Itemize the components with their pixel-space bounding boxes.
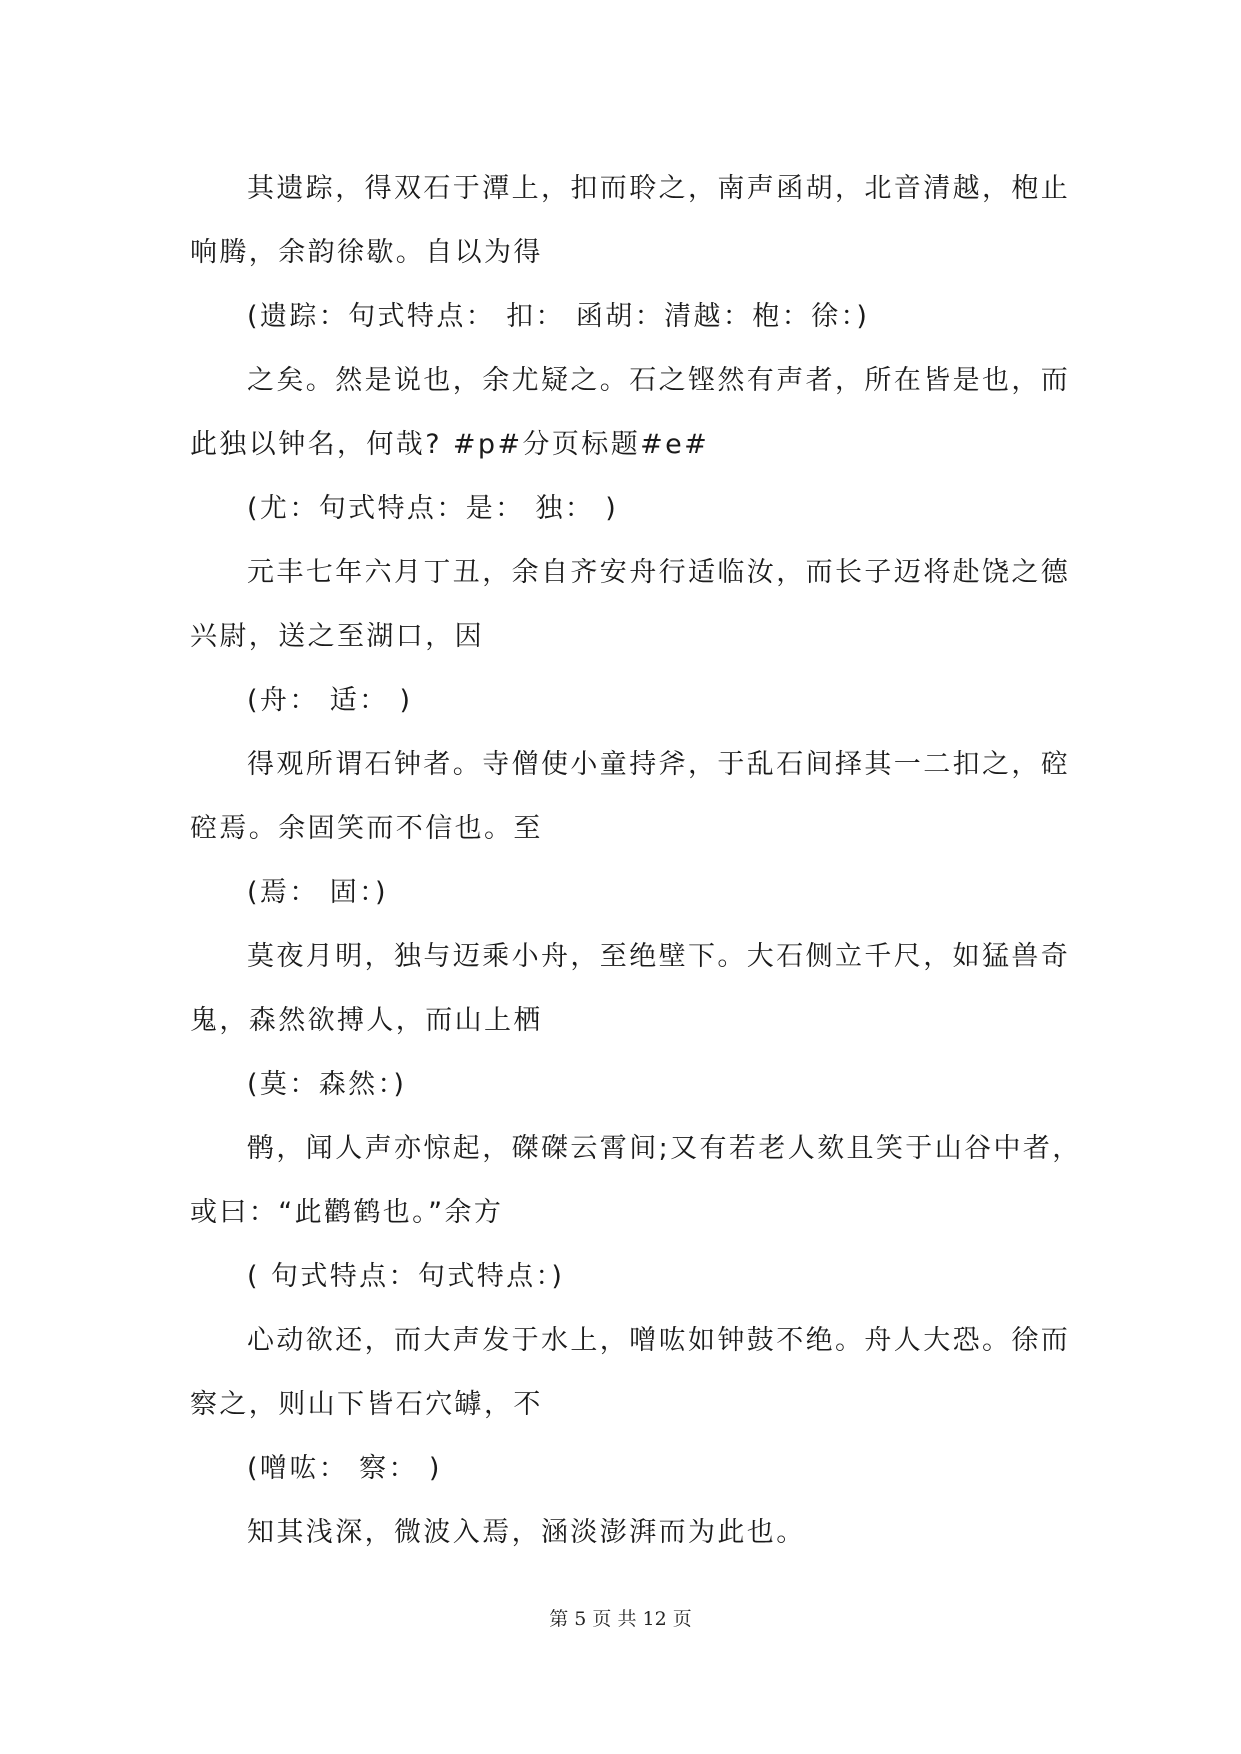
text-line: 或曰：“此鹳鹤也。”余方 bbox=[190, 1197, 504, 1228]
body-text bbox=[190, 157, 1082, 1565]
text-line: 元丰七年六月丁丑，余自齐安舟行适临汝，而长子迈将赴饶之德 bbox=[247, 557, 1071, 588]
text-line: ( 句式特点：句式特点：) bbox=[247, 1261, 565, 1292]
text-line: 鹘，闻人声亦惊起，磔磔云霄间;又有若老人欬且笑于山谷中者， bbox=[247, 1133, 1082, 1164]
text-line: (莫：森然：) bbox=[247, 1069, 407, 1100]
text-line: (噌吰： 察： ) bbox=[247, 1453, 442, 1484]
text-line: 其遗踪，得双石于潭上，扣而聆之，南声函胡，北音清越，枹止 bbox=[247, 173, 1071, 204]
text-line: 此独以钟名，何哉? #p#分页标题#e# bbox=[190, 429, 710, 460]
text-line: 之矣。然是说也，余尤疑之。石之铿然有声者，所在皆是也，而 bbox=[247, 365, 1071, 396]
text-line: 响腾，余韵徐歇。自以为得 bbox=[190, 237, 543, 268]
text-line: 鬼，森然欲搏人，而山上栖 bbox=[190, 1005, 543, 1036]
text-line: (遗踪：句式特点： 扣： 函胡：清越：枹：徐：) bbox=[247, 301, 870, 332]
text-line: 硿焉。余固笑而不信也。至 bbox=[190, 813, 543, 844]
text-line: 兴尉，送之至湖口，因 bbox=[190, 621, 484, 652]
text-line: (舟： 适： ) bbox=[247, 685, 413, 716]
text-line: 察之，则山下皆石穴罅，不 bbox=[190, 1389, 543, 1420]
text-line: 莫夜月明，独与迈乘小舟，至绝壁下。大石侧立千尺，如猛兽奇 bbox=[247, 941, 1071, 972]
text-line: 心动欲还，而大声发于水上，噌吰如钟鼓不绝。舟人大恐。徐而 bbox=[247, 1325, 1071, 1356]
text-line: (焉： 固：) bbox=[247, 877, 388, 908]
text-line: (尤：句式特点：是： 独： ) bbox=[247, 493, 619, 524]
text-line: 知其浅深，微波入焉，涵淡澎湃而为此也。 bbox=[247, 1517, 806, 1548]
text-line: 得观所谓石钟者。寺僧使小童持斧，于乱石间择其一二扣之，硿 bbox=[247, 749, 1071, 780]
page-footer: 第 5 页 共 12 页 bbox=[549, 1608, 692, 1630]
